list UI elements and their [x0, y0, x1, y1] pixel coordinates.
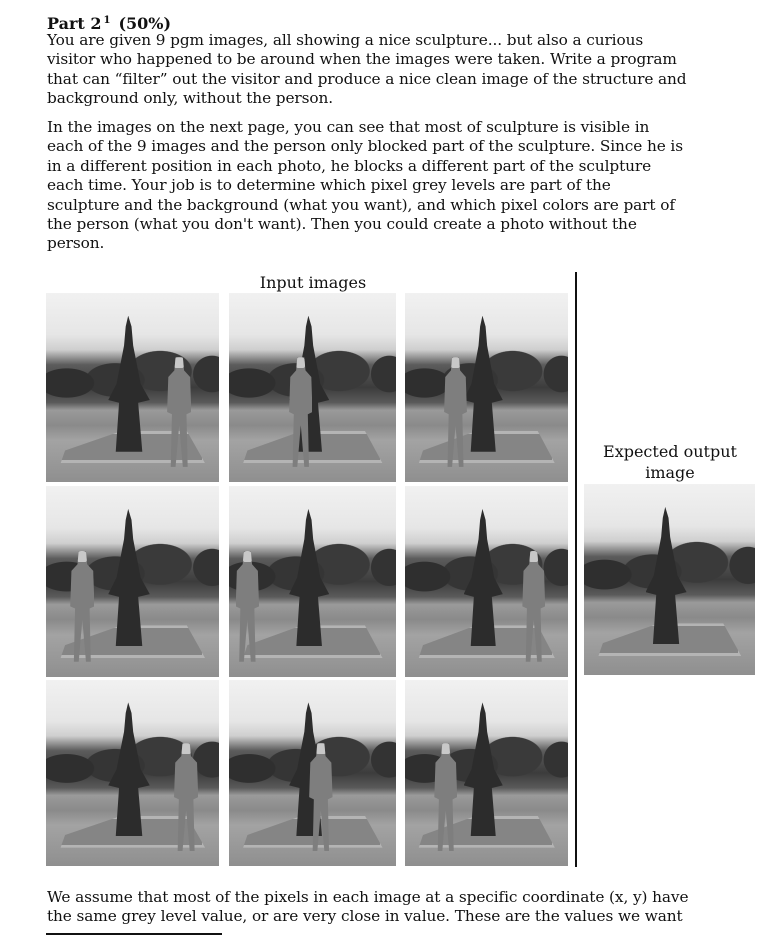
section-title: Part 2: [47, 14, 102, 33]
text-line: the person (what you don't want). Then you could create a photo without the: [47, 215, 637, 234]
footnote-separator: [46, 933, 222, 935]
input-image-4: [46, 486, 219, 677]
assumption-paragraph: [47, 888, 759, 927]
expected-output-image: [584, 484, 755, 675]
text-line: each of the 9 images and the person only blocked part of the sculpture. Since he is: [47, 137, 683, 156]
text-line: person.: [47, 234, 105, 253]
output-label-line: image: [645, 463, 695, 482]
text-line: the same grey level value, or are very close in value. These are the values we want: [47, 907, 683, 926]
input-images-label: Input images: [259, 273, 367, 292]
text-line: In the images on the next page, you can see that most of sculpture is visible in: [47, 118, 650, 136]
intro-paragraph: [47, 31, 759, 109]
input-image-5: [229, 486, 396, 677]
details-paragraph: [47, 118, 759, 254]
output-label-line: Expected output: [603, 442, 737, 461]
input-image-7: [46, 680, 219, 866]
input-image-2: [229, 293, 396, 482]
figure-divider: [575, 272, 577, 867]
input-image-6: [405, 486, 568, 677]
text-line: You are given 9 pgm images, all showing a nice sculpture... but also a curious: [47, 31, 644, 49]
text-line: background only, without the person.: [47, 89, 334, 108]
input-image-9: [405, 680, 568, 866]
text-line: visitor who happened to be around when the images were taken. Write a program: [47, 50, 677, 69]
section-weight: (50%): [118, 14, 172, 33]
input-image-1: [46, 293, 219, 482]
text-line: that can “filter” out the visitor and produce a nice clean image of the structure and: [47, 69, 687, 88]
text-line: We assume that most of the pixels in each image at a specific coordinate (x, y) have: [47, 888, 689, 906]
expected-output-label: [584, 441, 756, 483]
footnote-marker: 1: [103, 15, 111, 26]
text-line: each time. Your job is to determine which pixel grey levels are part of the: [47, 176, 611, 195]
text-line: sculpture and the background (what you want), and which pixel colors are part of: [47, 195, 675, 214]
input-image-8: [229, 680, 396, 866]
input-image-3: [405, 293, 568, 482]
text-line: in a different position in each photo, he blocks a different part of the sculpture: [47, 156, 652, 175]
